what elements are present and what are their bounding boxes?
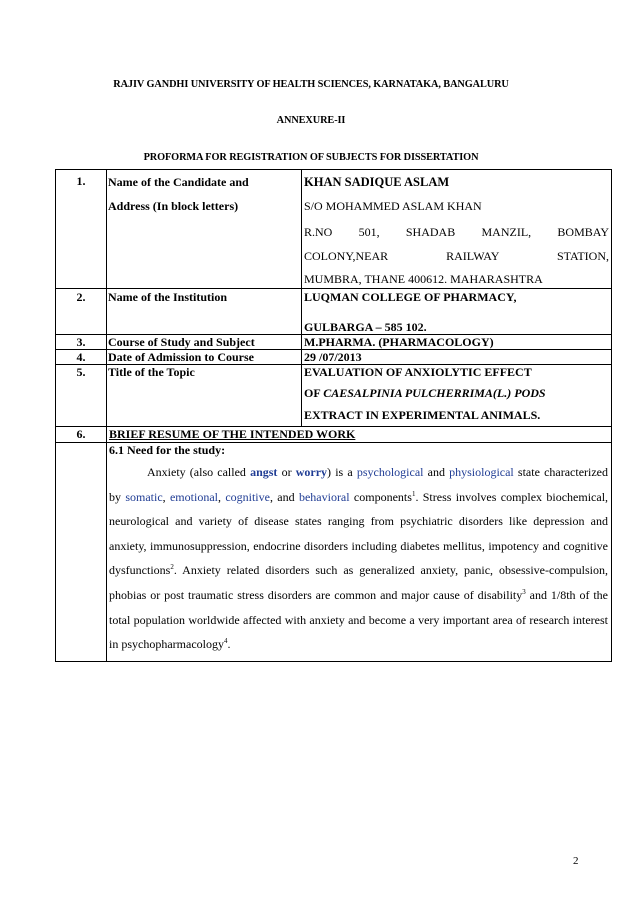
topic-title-value (302, 365, 612, 427)
paragraph-text: , (162, 489, 170, 504)
need-for-study-paragraph (109, 460, 608, 661)
row-label: Course of Study and Subject (107, 335, 302, 350)
table-row (56, 427, 612, 443)
emotional-link[interactable]: emotional (169, 489, 218, 504)
row-number: 1. (56, 170, 107, 289)
course-value: M.PHARMA. (PHARMACOLOGY) (302, 335, 612, 350)
paragraph-text: . (227, 637, 231, 652)
row-number: 3. (56, 335, 107, 350)
proforma-title: PROFORMA FOR REGISTRATION OF SUBJECTS FOR DISSERTATION (143, 152, 479, 163)
paragraph-text: ) is a (327, 465, 357, 479)
physiological-link[interactable]: physiological (449, 465, 514, 479)
need-for-study-cell (107, 443, 612, 662)
reference-superscript: 1 (411, 489, 416, 498)
paragraph-text: and (423, 465, 450, 479)
table-row (56, 365, 612, 427)
row-number-empty (56, 443, 107, 662)
row-label: Name of the Institution (107, 289, 302, 335)
paragraph-text: Anxiety (also called (147, 465, 251, 479)
row-number: 6. (56, 427, 107, 443)
paragraph-text: or (277, 465, 296, 479)
paragraph-text: and 1/8th of the total population worldwide affected with anxiety and become a very important area of research interest in psychopharmacology (109, 587, 608, 652)
topic-line: EVALUATION OF ANXIOLYTIC EFFECT (304, 365, 532, 379)
table-row (56, 335, 612, 350)
row-label: Date of Admission to Course (107, 350, 302, 365)
page-number: 2 (573, 855, 579, 867)
paragraph-text: . Anxiety related disorders such as generalized anxiety, panic, obsessive-compulsion, phobias or post traumatic stress disorders are common and major cause of disability (109, 563, 608, 602)
paragraph-text: state characterized by (109, 465, 609, 504)
reference-superscript: 3 (522, 587, 526, 596)
section-heading: BRIEF RESUME OF THE INTENDED WORK (109, 427, 356, 441)
row-number: 5. (56, 365, 107, 427)
behavioral-link[interactable]: behavioral (298, 489, 350, 504)
university-title: RAJIV GANDHI UNIVERSITY OF HEALTH SCIENCES, KARNATAKA, BANGALURU (113, 79, 509, 90)
annexure-title: ANNEXURE-II (276, 115, 346, 126)
reference-superscript: 2 (170, 563, 174, 572)
topic-prefix: OF (304, 386, 324, 400)
somatic-link[interactable]: somatic (125, 489, 163, 504)
worry-link[interactable]: worry (295, 465, 328, 479)
topic-line (304, 386, 609, 408)
table-row (56, 170, 612, 289)
topic-species: CAESALPINIA PULCHERRIMA(L.) PODS (323, 386, 546, 400)
label-line: Address (In block letters) (108, 199, 239, 213)
label-line: Name of the Candidate and (108, 175, 249, 189)
psychological-link[interactable]: psychological (356, 465, 424, 479)
angst-link[interactable]: angst (250, 465, 278, 479)
candidate-name: KHAN SADIQUE ASLAM (304, 175, 450, 189)
candidate-address-line: COLONY,NEAR RAILWAY STATION, (304, 249, 609, 263)
topic-line: EXTRACT IN EXPERIMENTAL ANIMALS. (304, 408, 541, 422)
paragraph-text: . Stress involves complex biochemical, neurological and variety of disease states ranging from psychiatric disorders like depression and anxiety, immunosuppression, endocrine disorders including diabetes mellitus, impotency and cognitive dysfunctions (109, 489, 609, 578)
institution-city: GULBARGA – 585 102. (304, 320, 427, 334)
candidate-address-line: MUMBRA, THANE 400612. MAHARASHTRA (304, 272, 543, 286)
row-label: Title of the Topic (107, 365, 302, 427)
paragraph-text: , (217, 489, 226, 504)
institution-name: LUQMAN COLLEGE OF PHARMACY, (304, 290, 517, 304)
table-row (56, 289, 612, 335)
paragraph-text: components (349, 489, 412, 504)
candidate-address-line: R.NO 501, SHADAB MANZIL, BOMBAY (304, 225, 609, 239)
row-label (107, 170, 302, 289)
subsection-heading: 6.1 Need for the study: (109, 443, 226, 457)
cognitive-link[interactable]: cognitive (225, 489, 270, 504)
row-number: 4. (56, 350, 107, 365)
candidate-parent: S/O MOHAMMED ASLAM KHAN (304, 199, 482, 213)
table-row (56, 350, 612, 365)
brief-resume-cell (107, 427, 612, 443)
candidate-details (302, 170, 612, 289)
reference-superscript: 4 (223, 637, 228, 646)
institution-value (302, 289, 612, 335)
row-number: 2. (56, 289, 107, 335)
paragraph-text: , and (269, 489, 299, 504)
admission-date-value: 29 /07/2013 (302, 350, 612, 365)
table-row (56, 443, 612, 662)
proforma-table (55, 169, 612, 662)
